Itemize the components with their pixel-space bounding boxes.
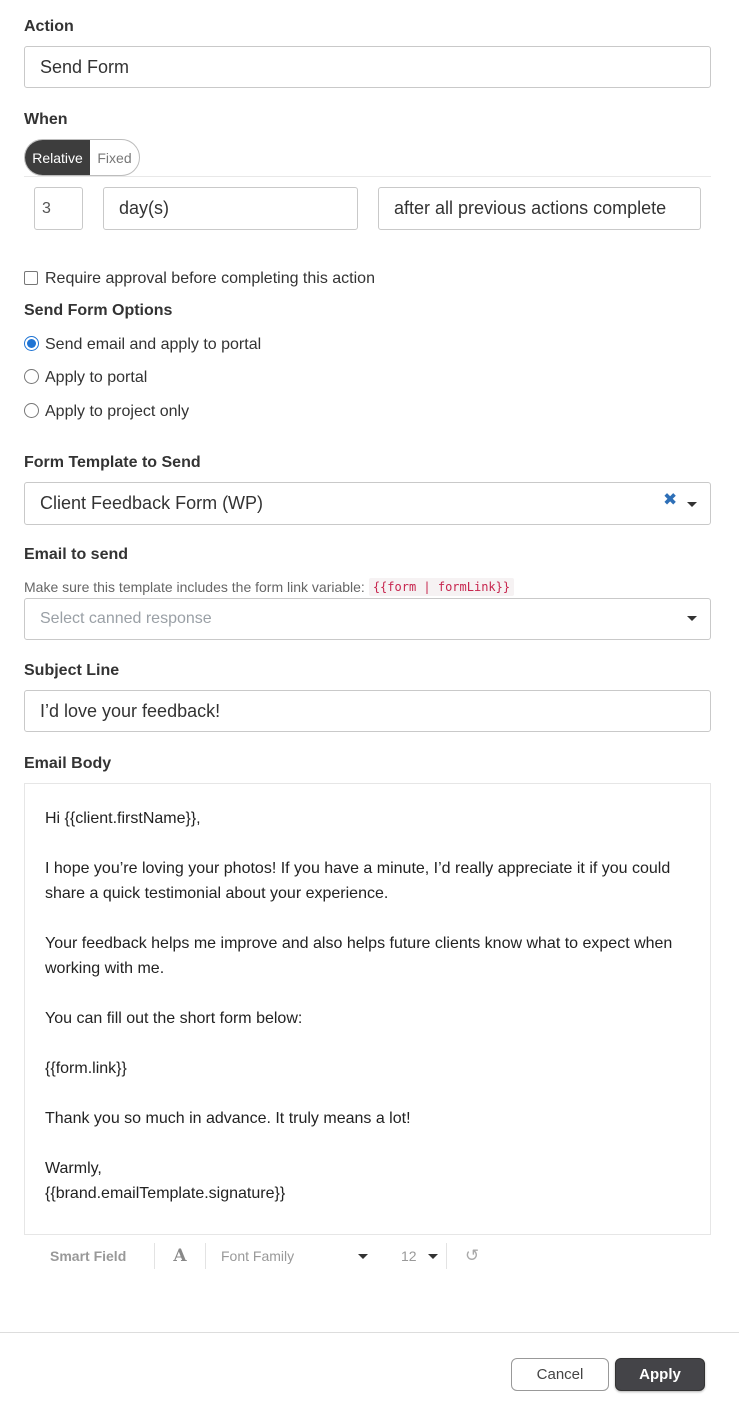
email-to-send-label: Email to send	[24, 546, 129, 563]
toolbar-divider	[446, 1243, 447, 1269]
timing-toggle	[24, 139, 140, 176]
smart-field-button[interactable]: Smart Field	[50, 1248, 127, 1264]
chevron-down-icon	[358, 1254, 368, 1259]
approval-checkbox[interactable]	[24, 271, 38, 285]
form-template-label: Form Template to Send	[24, 454, 201, 471]
subject-value: I’d love your feedback!	[40, 700, 221, 721]
font-style-icon[interactable]: A	[173, 1246, 187, 1266]
option-apply-project-only[interactable]	[24, 403, 189, 421]
radio-icon[interactable]	[24, 403, 39, 418]
body-paragraph: Thank you so much in advance. It truly means a lot!	[45, 1110, 411, 1127]
font-size-value: 12	[401, 1248, 417, 1264]
body-paragraph: {{form.link}}	[45, 1060, 127, 1077]
send-options-label: Send Form Options	[24, 302, 173, 319]
action-label: Action	[24, 18, 74, 35]
option-send-email-portal[interactable]	[24, 336, 261, 354]
font-family-label: Font Family	[221, 1248, 295, 1264]
email-body-label: Email Body	[24, 755, 112, 772]
body-paragraph: Hi {{client.firstName}},	[45, 810, 201, 827]
chevron-down-icon	[428, 1254, 438, 1259]
when-label: When	[24, 111, 68, 128]
body-paragraph: Warmly, {{brand.emailTemplate.signature}}	[45, 1160, 286, 1202]
font-family-select[interactable]	[206, 1248, 386, 1264]
radio-selected-icon[interactable]	[24, 336, 39, 351]
action-value: Send Form	[40, 56, 130, 77]
body-paragraph: I hope you’re loving your photos! If you have a minute, I’d really appreciate it if you could share a quick testimonial about your experience.	[45, 860, 671, 902]
when-divider	[24, 176, 711, 177]
apply-button[interactable]: Apply	[615, 1358, 705, 1391]
subject-input[interactable]	[24, 690, 711, 732]
canned-response-select[interactable]	[24, 598, 711, 640]
cancel-button[interactable]: Cancel	[511, 1358, 609, 1391]
email-body-editor[interactable]	[24, 783, 711, 1235]
form-template-value: Client Feedback Form (WP)	[40, 493, 264, 513]
reference-select[interactable]	[378, 187, 701, 230]
unit-value: day(s)	[119, 198, 170, 218]
font-size-select[interactable]	[386, 1248, 446, 1264]
hint-text: Make sure this template includes the form link variable:	[24, 579, 365, 595]
unit-select[interactable]	[103, 187, 358, 230]
editor-toolbar	[24, 1236, 711, 1276]
form-template-select[interactable]	[24, 482, 711, 525]
body-paragraph: Your feedback helps me improve and also helps future clients know what to expect when working with me.	[45, 935, 673, 977]
form-link-hint	[24, 578, 514, 596]
option-label: Send email and apply to portal	[45, 336, 262, 353]
approval-row[interactable]	[24, 270, 375, 288]
subject-label: Subject Line	[24, 662, 120, 679]
amount-input[interactable]	[34, 187, 83, 230]
option-label: Apply to project only	[45, 403, 190, 420]
form-link-variable: {{form | formLink}}	[369, 578, 514, 596]
toggle-relative[interactable]: Relative	[25, 140, 90, 175]
radio-icon[interactable]	[24, 369, 39, 384]
toggle-fixed[interactable]: Fixed	[97, 149, 132, 166]
chevron-down-icon[interactable]	[687, 616, 697, 621]
canned-response-placeholder: Select canned response	[40, 610, 212, 627]
footer-divider	[0, 1332, 739, 1333]
amount-value: 3	[42, 199, 51, 217]
option-label: Apply to portal	[45, 369, 148, 386]
action-select[interactable]	[24, 46, 711, 88]
chevron-down-icon[interactable]	[687, 502, 697, 507]
body-paragraph: You can fill out the short form below:	[45, 1010, 303, 1027]
approval-label: Require approval before completing this action	[45, 270, 375, 287]
option-apply-portal[interactable]	[24, 369, 147, 387]
undo-icon[interactable]: ↺	[465, 1246, 480, 1265]
reference-value: after all previous actions complete	[394, 198, 667, 218]
clear-icon[interactable]: ✖	[663, 490, 678, 509]
